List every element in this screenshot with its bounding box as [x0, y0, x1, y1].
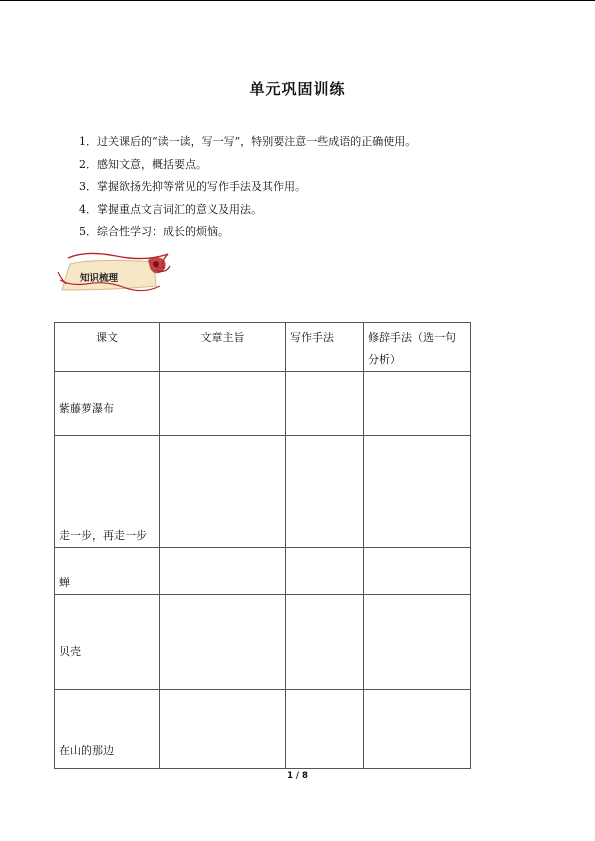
- objective-item: 3．掌握欲扬先抑等常见的写作手法及其作用。: [79, 180, 306, 193]
- table-cell: [160, 595, 286, 690]
- section-badge: [56, 250, 172, 294]
- table-cell: [364, 436, 471, 548]
- table-cell-lesson: 走一步，再走一步: [55, 436, 160, 548]
- table-header-cell: 修辞手法（选一句分析）: [364, 323, 471, 372]
- table-cell: [364, 372, 471, 436]
- table-cell-lesson: 紫藤萝瀑布: [55, 372, 160, 436]
- table-cell: [286, 436, 364, 548]
- table-header-row: [55, 323, 471, 372]
- table-cell: [286, 595, 364, 690]
- section-badge-label: 知识梳理: [80, 273, 119, 284]
- table-cell-lesson: 贝壳: [55, 595, 160, 690]
- objective-item: 5．综合性学习：成长的烦恼。: [79, 225, 229, 238]
- objective-item: 1．过关课后的“读一读，写一写”，特别要注意一些成语的正确使用。: [79, 135, 417, 148]
- table-header-cell: 写作手法: [286, 323, 364, 372]
- objectives-list: [79, 131, 416, 244]
- header-rule: [0, 0, 595, 1]
- page-title: 单元巩固训练: [249, 80, 346, 98]
- objective-item: 2．感知文意，概括要点。: [79, 157, 207, 171]
- table-cell: [160, 690, 286, 769]
- table-cell: [286, 690, 364, 769]
- summary-table: [54, 322, 471, 769]
- table-row: [55, 690, 471, 769]
- table-cell-lesson: 蝉: [55, 548, 160, 595]
- page-number: 1 / 8: [287, 771, 308, 781]
- table-cell: [160, 548, 286, 595]
- table-cell: [160, 372, 286, 436]
- table-cell: [286, 548, 364, 595]
- table-cell-lesson: 在山的那边: [55, 690, 160, 769]
- table-row: [55, 372, 471, 436]
- table-header-cell: 文章主旨: [160, 323, 286, 372]
- table-cell: [364, 548, 471, 595]
- table-row: [55, 548, 471, 595]
- table-header-cell: 课文: [55, 323, 160, 372]
- table-cell: [286, 372, 364, 436]
- table-row: [55, 595, 471, 690]
- table-row: [55, 436, 471, 548]
- objective-item: 4．掌握重点文言词汇的意义及用法。: [79, 202, 262, 216]
- table-cell: [364, 690, 471, 769]
- table-cell: [160, 436, 286, 548]
- table-cell: [364, 595, 471, 690]
